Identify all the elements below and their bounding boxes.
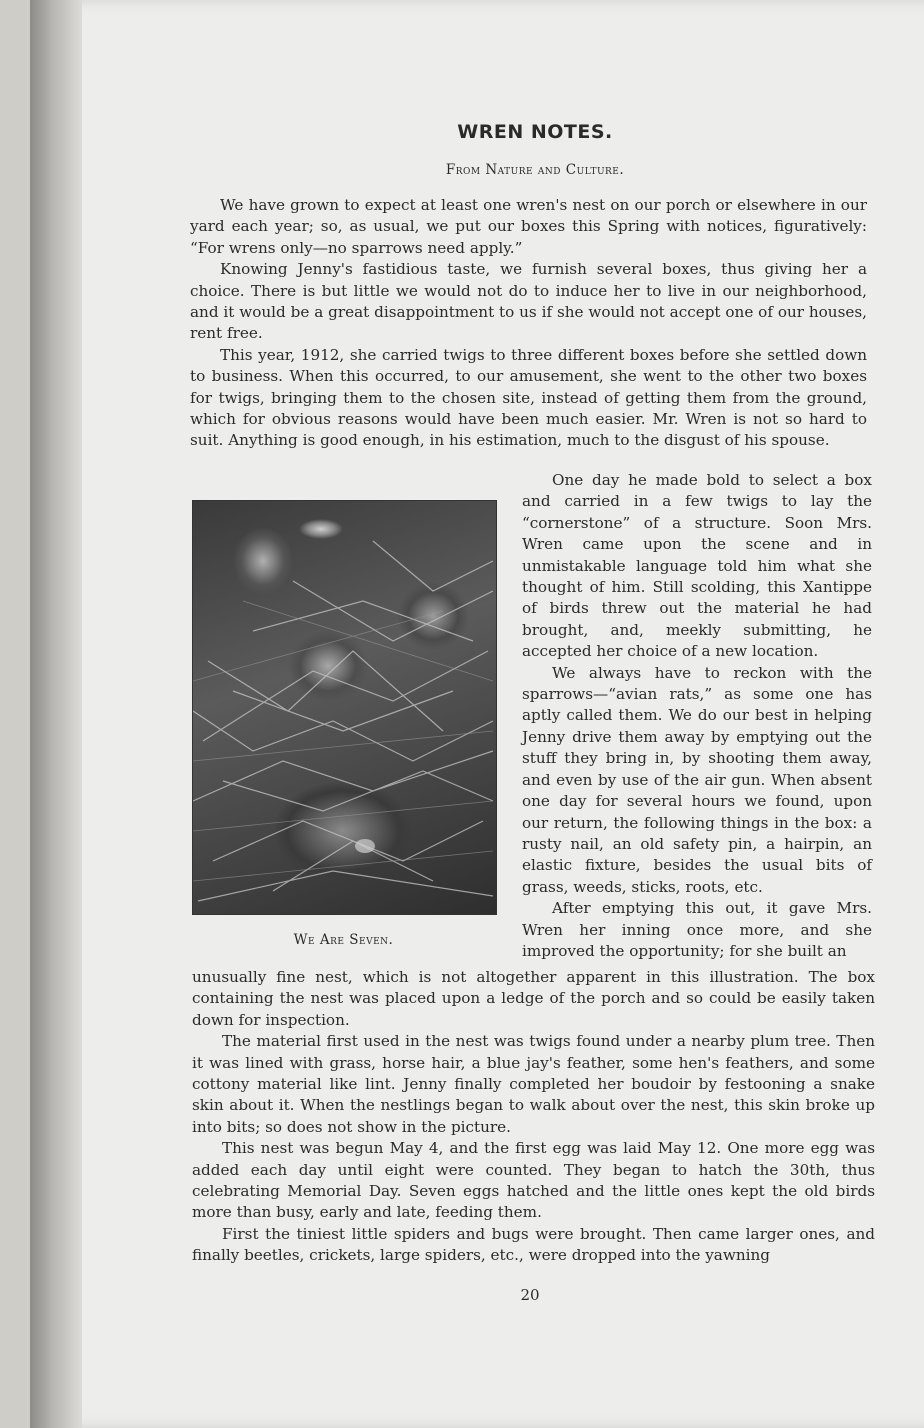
side-column-text	[522, 470, 872, 962]
article-title: WREN NOTES.	[457, 121, 613, 143]
paragraph: First the tiniest little spiders and bugs were brought. Then came larger ones, and finally beetles, crickets, large spiders, etc., were dropped into the yawning	[192, 1224, 875, 1265]
paragraph: The material first used in the nest was twigs found under a nearby plum tree. Then it was lined with grass, horse hair, a blue jay's feather, some hen's feathers, and some cottony material like lint. Jenny finally completed her boudoir by festooning a snake skin about it. When the nestlings began to walk about over the nest, this skin broke up into bits; so does not show in the picture.	[192, 1032, 875, 1136]
page-number: 20	[520, 1286, 540, 1304]
book-binding	[30, 0, 82, 1428]
paragraph: Knowing Jenny's fastidious taste, we furnish several boxes, thus giving her a choice. There is but little we would not do to induce her to live in our neighborhood, and it would be a great disappointment to us if she would not accept one of our houses, rent free.	[190, 260, 867, 343]
nest-twigs-illustration	[193, 501, 496, 914]
paragraph: We have grown to expect at least one wren's nest on our porch or elsewhere in our yard each year; so, as usual, we put our boxes this Spring with notices, figuratively: “For wrens only—no sparrows need apply.”	[190, 196, 867, 257]
paragraph: After emptying this out, it gave Mrs. Wren her inning once more, and she improved the opportunity; for she built an	[522, 899, 872, 960]
intro-text	[190, 195, 867, 452]
paragraph: One day he made bold to select a box and carried in a few twigs to lay the “cornerstone” of a structure. Soon Mrs. Wren came upon the scene and in unmistakable language told him what she thought of him. Still scolding, this Xantippe of birds threw out the material he had brought, and, meekly submitting, he accepted her choice of a new location.	[522, 471, 872, 661]
nest-photo	[192, 500, 497, 915]
paragraph: This year, 1912, she carried twigs to three different boxes before she settled down to business. When this occurred, to our amusement, she went to the other two boxes for twigs, bringing them to the chosen site, instead of getting them from the ground, which for obvious reasons would have been much easier. Mr. Wren is not so hard to suit. Anything is good enough, in his estimation, much to the disgust of his spouse.	[190, 345, 867, 450]
paragraph: We always have to reckon with the sparrows—“avian rats,” as some one has aptly called them. We do our best in helping Jenny drive them away by emptying out the stuff they bring in, by shooting them away, and even by use of the air gun. When absent one day for several hours we found, upon our return, the following things in the box: a rusty nail, an old safety pin, a hairpin, an elastic fixture, besides the usual bits of grass, weeds, sticks, roots, etc.	[522, 663, 872, 896]
paragraph: unusually fine nest, which is not altogether apparent in this illustration. The box containing the nest was placed upon a ledge of the porch and so could be easily taken down for inspection.	[192, 968, 875, 1029]
continuation-text	[192, 967, 875, 1267]
paragraph: This nest was begun May 4, and the first egg was laid May 12. One more egg was added each day until eight were counted. They began to hatch the 30th, thus celebrating Memorial Day. Seven eggs hatched and the little ones kept the old birds more than busy, early and late, feeding them.	[192, 1139, 875, 1222]
photo-caption: We Are Seven.	[293, 932, 394, 948]
article-source: From Nature and Culture.	[445, 162, 625, 178]
